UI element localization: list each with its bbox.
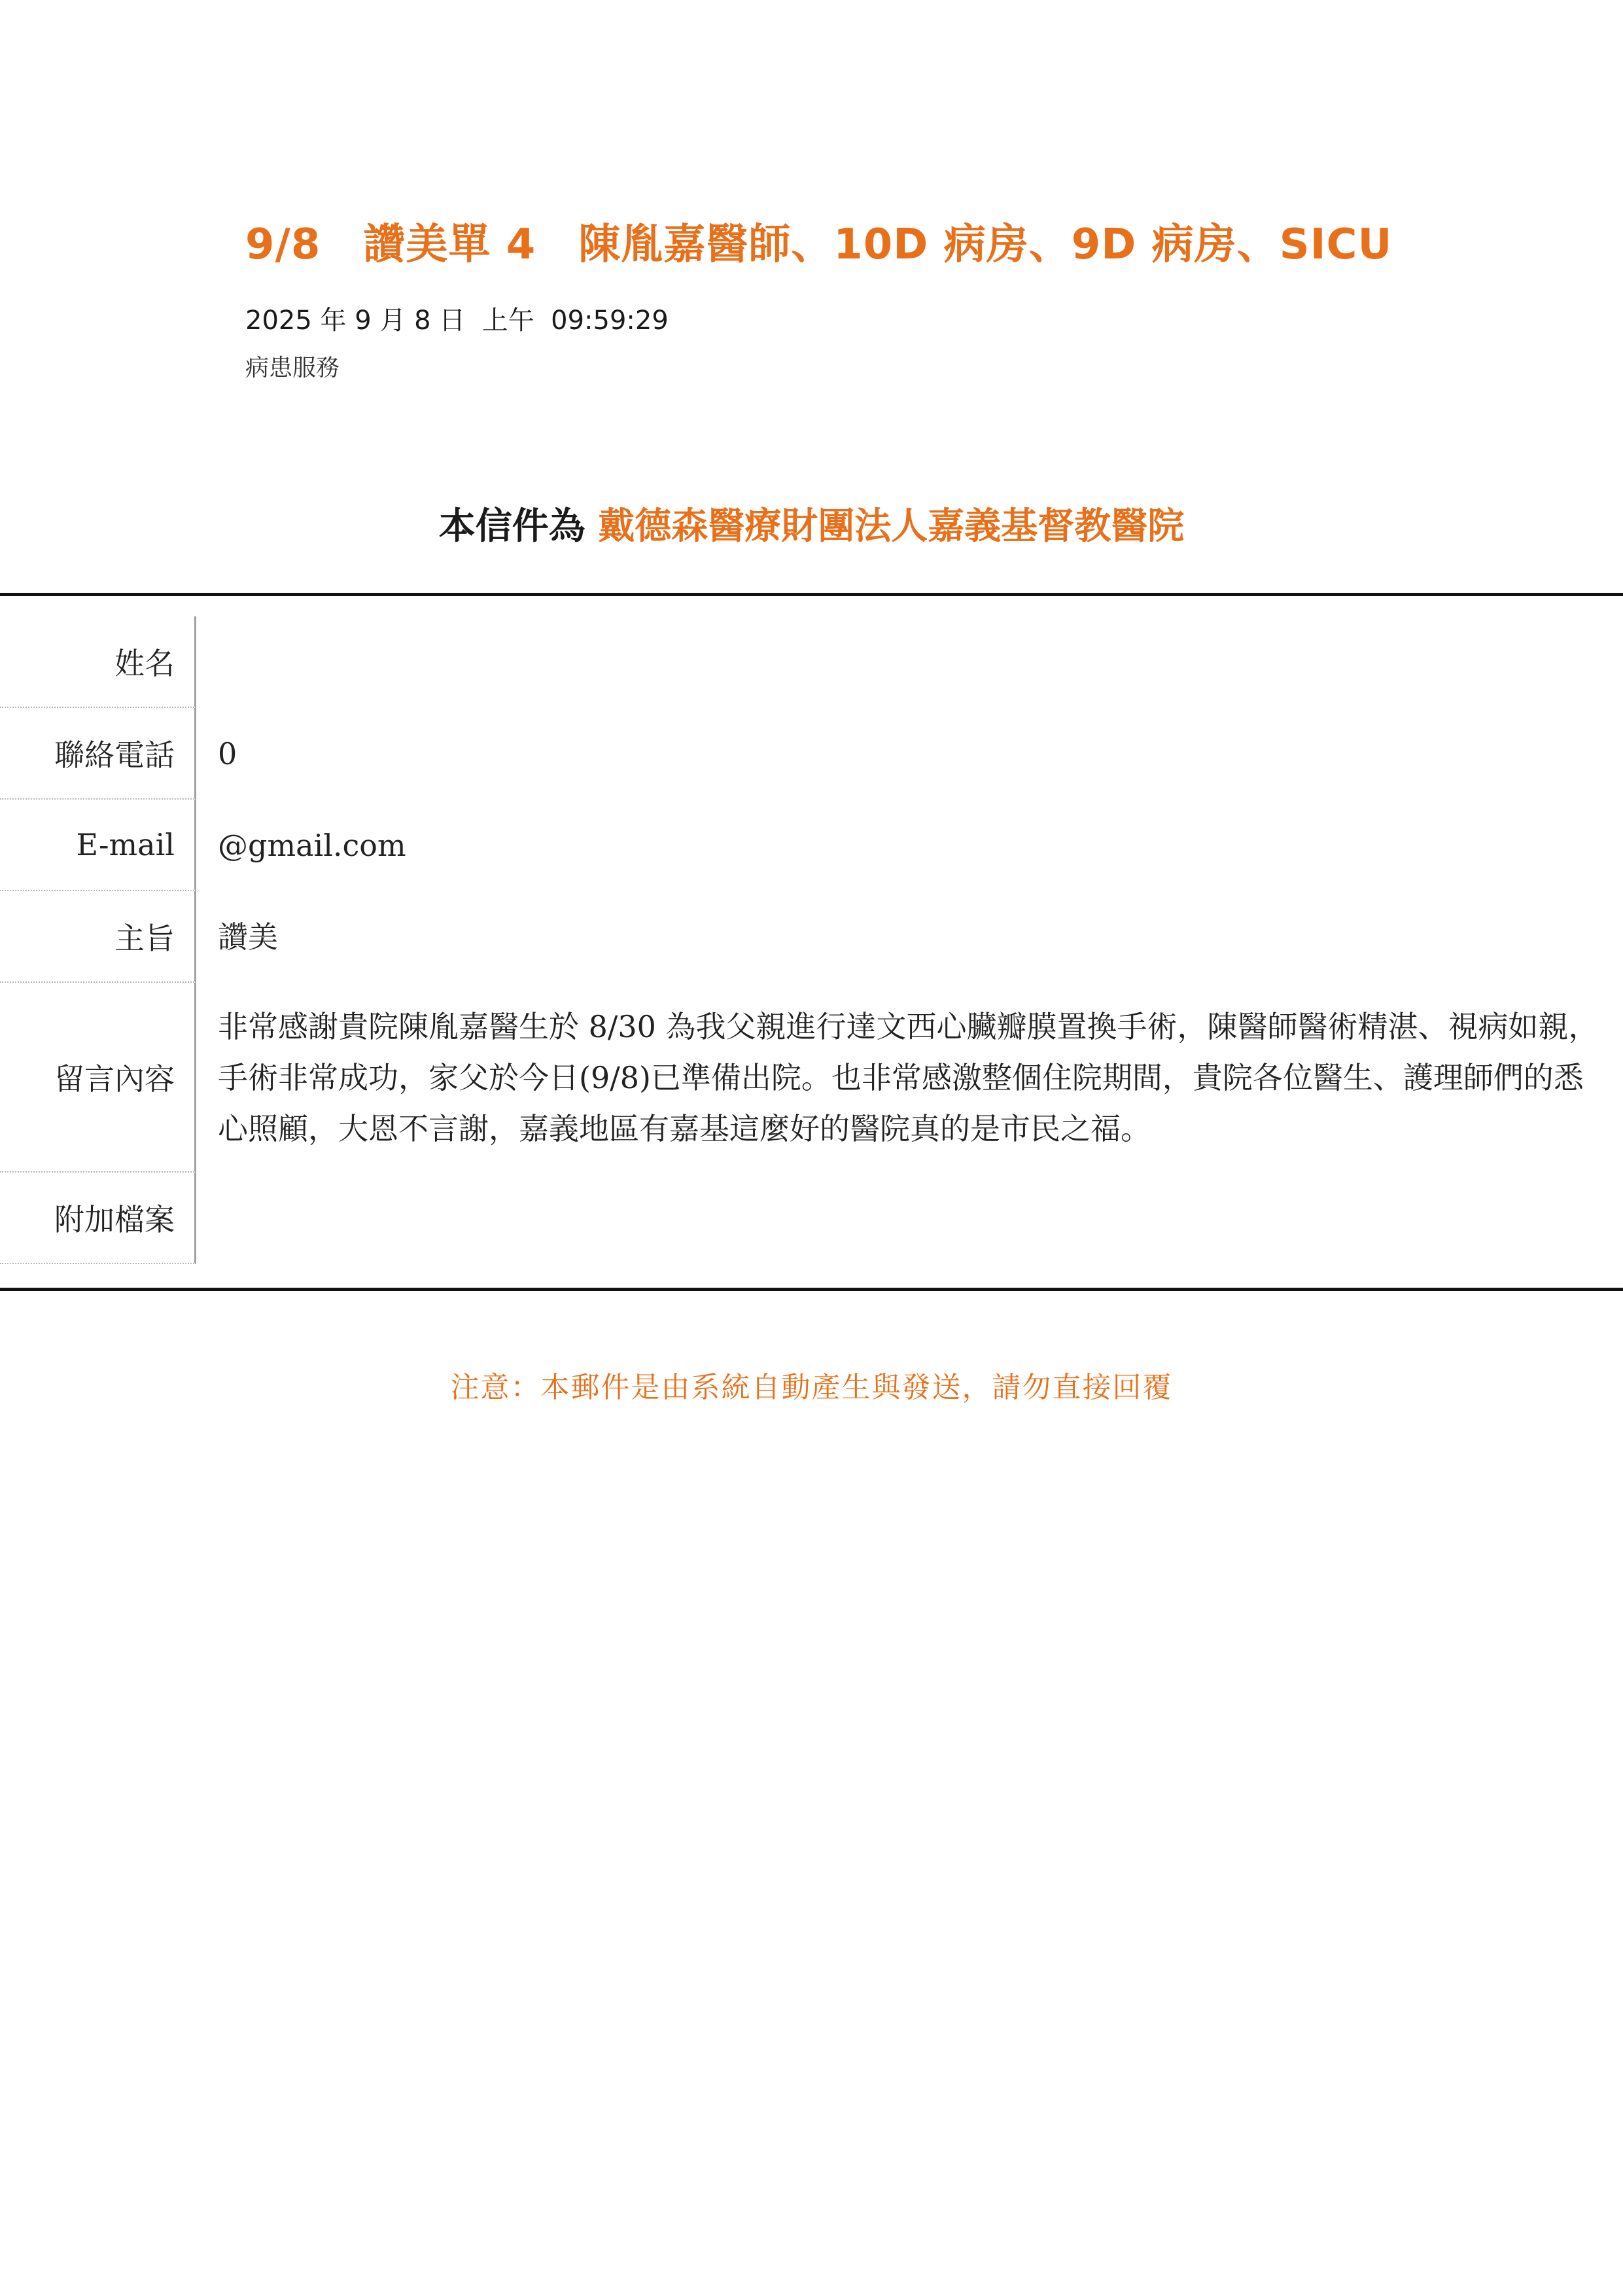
form-row-subject bbox=[0, 891, 1623, 983]
form-label: 姓名 bbox=[0, 616, 196, 708]
form-label: 留言內容 bbox=[0, 983, 196, 1173]
form-row-attachment bbox=[0, 1173, 1623, 1264]
auto-generated-notice: 注意：本郵件是由系統自動產生與發送，請勿直接回覆 bbox=[450, 1371, 1173, 1404]
form-value bbox=[196, 616, 1623, 708]
intro-prefix: 本信件為 bbox=[438, 505, 599, 548]
organization-name: 戴德森醫療財團法人嘉義基督教醫院 bbox=[598, 505, 1185, 548]
form-row-message bbox=[0, 983, 1623, 1173]
form-value: 非常感謝貴院陳胤嘉醫生於 8/30 為我父親進行達文西心臟瓣膜置換手術，陳醫師醫術精湛、視病如親，手術非常成功，家父於今日(9/8)已準備出院。也非常感激整個住院期間，貴院各位醫生、護理師們的悉心照顧，大恩不言謝，嘉義地區有嘉基這麼好的醫院真的是市民之福。 bbox=[218, 1009, 1599, 1146]
email-subject: 9/8 讚美單 4 陳胤嘉醫師、10D 病房、9D 病房、SICU bbox=[245, 221, 1393, 269]
form-label: 主旨 bbox=[0, 891, 196, 983]
intro-heading bbox=[0, 497, 1623, 550]
form-value: 0 bbox=[218, 736, 237, 771]
bottom-divider bbox=[0, 1288, 1623, 1291]
email-datetime: 2025 年 9 月 8 日 上午 09:59:29 bbox=[245, 306, 669, 336]
form-row-phone bbox=[0, 708, 1623, 800]
form-label: 附加檔案 bbox=[0, 1173, 196, 1264]
top-divider bbox=[0, 593, 1623, 596]
form-row-email bbox=[0, 800, 1623, 891]
email-sender: 病患服務 bbox=[245, 355, 340, 381]
form-value: 讚美 bbox=[218, 919, 278, 955]
message-form bbox=[0, 616, 1623, 1264]
form-label: 聯絡電話 bbox=[0, 708, 196, 800]
form-value: @gmail.com bbox=[218, 828, 406, 863]
form-label: E-mail bbox=[0, 800, 196, 891]
form-row-name bbox=[0, 616, 1623, 708]
form-value bbox=[196, 1173, 1623, 1264]
